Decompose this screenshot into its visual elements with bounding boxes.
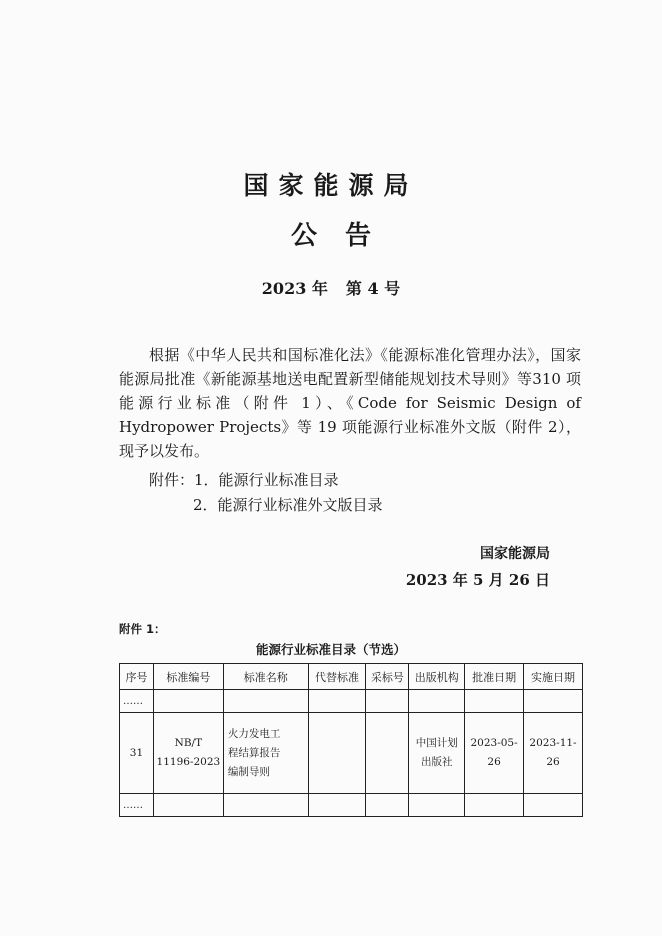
effective-date-cell: 2023-11-26 — [524, 713, 583, 794]
column-header: 批准日期 — [465, 664, 524, 690]
code-line: 11196-2023 — [156, 756, 221, 768]
ellipsis-row — [120, 690, 583, 713]
replaces-cell — [308, 713, 366, 794]
column-header: 序号 — [120, 664, 154, 690]
standards-table — [119, 663, 583, 817]
issuer-signature: 国家能源局 — [480, 546, 550, 562]
name-line: 程结算报告 — [227, 746, 281, 759]
publisher-line: 中国计划 — [415, 737, 458, 749]
name-cell — [223, 713, 308, 794]
announcement-year: 2023 年 — [261, 279, 328, 298]
publisher-line: 出版社 — [420, 756, 453, 768]
column-header: 标准名称 — [223, 664, 308, 690]
publisher-cell — [409, 713, 465, 794]
agency-title: 国家能源局 — [243, 171, 419, 200]
annex-label: 附件 1： — [119, 622, 166, 636]
ellipsis-cell: …… — [120, 794, 154, 817]
approved-date-cell: 2023-05-26 — [465, 713, 524, 794]
adopted-cell — [366, 713, 409, 794]
code-line: NB/T — [174, 737, 203, 749]
name-line: 火力发电工 — [227, 727, 281, 740]
attachment-1: 附件：1．能源行业标准目录 — [149, 471, 339, 489]
announcement-number — [0, 276, 662, 299]
column-header: 标准编号 — [153, 664, 223, 690]
column-header: 出版机构 — [409, 664, 465, 690]
code-cell — [153, 713, 223, 794]
column-header: 实施日期 — [524, 664, 583, 690]
table-row — [120, 713, 583, 794]
table-header-row — [120, 664, 583, 690]
column-header: 代替标准 — [308, 664, 366, 690]
ellipsis-row — [120, 794, 583, 817]
announcement-no: 第 4 号 — [345, 279, 401, 298]
name-line: 编制导则 — [227, 765, 270, 778]
table-title: 能源行业标准目录（节选） — [255, 642, 406, 657]
attachment-2: 2．能源行业标准外文版目录 — [193, 496, 383, 514]
doc-type-title: 公告 — [290, 221, 399, 251]
ellipsis-cell: …… — [120, 690, 154, 713]
seq-cell: 31 — [120, 713, 154, 794]
column-header: 采标号 — [366, 664, 409, 690]
announcement-body: 根据《中华人民共和国标准化法》《能源标准化管理办法》，国家能源局批准《新能源基地送电配置新型储能规划技术导则》等310 项能源行业标准（附件 1）、《Code for Seismic Design of Hydropower Projects》等 19 项能源行业标准外文版（附件 2），现予以发布。 — [119, 346, 581, 460]
issue-date: 2023 年 5 月 26 日 — [405, 571, 550, 589]
